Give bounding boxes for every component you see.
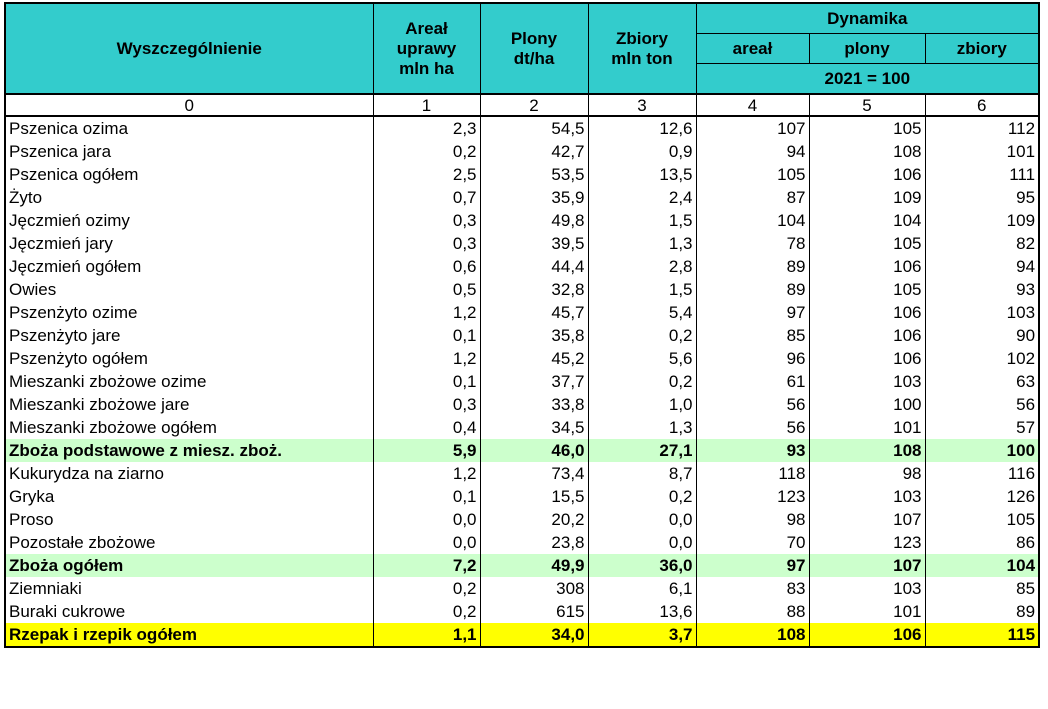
table-row (5, 600, 1039, 623)
areal-value: 1,2 (373, 301, 480, 324)
zbiory-value: 6,1 (588, 577, 696, 600)
areal-value: 0,3 (373, 232, 480, 255)
areal-value: 0,0 (373, 531, 480, 554)
zbiory-value: 0,2 (588, 370, 696, 393)
areal-value: 0,2 (373, 577, 480, 600)
dyn-plony-value: 123 (809, 531, 925, 554)
areal-value: 0,2 (373, 600, 480, 623)
plony-value: 308 (480, 577, 588, 600)
row-label: Rzepak i rzepik ogółem (5, 623, 373, 647)
row-label: Jęczmień jary (5, 232, 373, 255)
dyn-plony-value: 98 (809, 462, 925, 485)
row-label: Pszenżyto jare (5, 324, 373, 347)
row-label: Pszenżyto ozime (5, 301, 373, 324)
table-row (5, 439, 1039, 462)
dyn-areal-value: 56 (696, 416, 809, 439)
zbiory-value: 1,3 (588, 416, 696, 439)
dyn-zbiory-value: 116 (925, 462, 1039, 485)
plony-value: 53,5 (480, 163, 588, 186)
dyn-plony-value: 106 (809, 623, 925, 647)
table-row (5, 370, 1039, 393)
table-row (5, 324, 1039, 347)
header-wyszczegolnienie: Wyszczególnienie (5, 3, 373, 94)
dyn-plony-value: 103 (809, 370, 925, 393)
table-row (5, 577, 1039, 600)
dyn-zbiory-value: 111 (925, 163, 1039, 186)
plony-value: 73,4 (480, 462, 588, 485)
dyn-zbiory-value: 103 (925, 301, 1039, 324)
table-row (5, 416, 1039, 439)
plony-value: 34,5 (480, 416, 588, 439)
zbiory-value: 1,3 (588, 232, 696, 255)
dyn-zbiory-value: 89 (925, 600, 1039, 623)
dyn-plony-value: 100 (809, 393, 925, 416)
row-label: Mieszanki zbożowe ozime (5, 370, 373, 393)
column-number: 0 (5, 94, 373, 116)
plony-value: 23,8 (480, 531, 588, 554)
plony-value: 54,5 (480, 116, 588, 140)
dyn-areal-value: 89 (696, 255, 809, 278)
dyn-areal-value: 93 (696, 439, 809, 462)
dyn-zbiory-value: 126 (925, 485, 1039, 508)
areal-value: 1,1 (373, 623, 480, 647)
header-dyn-areal: areał (696, 34, 809, 64)
areal-value: 0,7 (373, 186, 480, 209)
plony-value: 32,8 (480, 278, 588, 301)
areal-value: 0,1 (373, 324, 480, 347)
areal-value: 1,2 (373, 462, 480, 485)
row-label: Kukurydza na ziarno (5, 462, 373, 485)
zbiory-value: 5,4 (588, 301, 696, 324)
row-label: Jęczmień ogółem (5, 255, 373, 278)
plony-value: 49,9 (480, 554, 588, 577)
header-dynamika: Dynamika (696, 3, 1039, 34)
dyn-areal-value: 78 (696, 232, 809, 255)
table-row (5, 508, 1039, 531)
dyn-areal-value: 107 (696, 116, 809, 140)
areal-value: 0,1 (373, 485, 480, 508)
dyn-zbiory-value: 95 (925, 186, 1039, 209)
plony-value: 35,8 (480, 324, 588, 347)
areal-value: 7,2 (373, 554, 480, 577)
header-dyn-plony: plony (809, 34, 925, 64)
zbiory-value: 1,5 (588, 278, 696, 301)
dyn-plony-value: 105 (809, 278, 925, 301)
dyn-zbiory-value: 102 (925, 347, 1039, 370)
dyn-plony-value: 105 (809, 116, 925, 140)
row-label: Mieszanki zbożowe jare (5, 393, 373, 416)
row-label: Mieszanki zbożowe ogółem (5, 416, 373, 439)
dyn-zbiory-value: 104 (925, 554, 1039, 577)
column-number: 1 (373, 94, 480, 116)
column-number: 2 (480, 94, 588, 116)
header-areal-uprawy: Areał uprawy mln ha (373, 3, 480, 94)
dyn-plony-value: 103 (809, 577, 925, 600)
dyn-plony-value: 108 (809, 140, 925, 163)
table-row (5, 186, 1039, 209)
table-row (5, 462, 1039, 485)
dyn-plony-value: 106 (809, 255, 925, 278)
dyn-plony-value: 106 (809, 347, 925, 370)
dyn-areal-value: 88 (696, 600, 809, 623)
areal-value: 0,4 (373, 416, 480, 439)
areal-value: 5,9 (373, 439, 480, 462)
dyn-areal-value: 89 (696, 278, 809, 301)
dyn-zbiory-value: 109 (925, 209, 1039, 232)
table-row (5, 116, 1039, 140)
zbiory-value: 1,0 (588, 393, 696, 416)
column-number: 4 (696, 94, 809, 116)
plony-value: 39,5 (480, 232, 588, 255)
dyn-plony-value: 107 (809, 554, 925, 577)
zbiory-value: 12,6 (588, 116, 696, 140)
plony-value: 42,7 (480, 140, 588, 163)
row-label: Buraki cukrowe (5, 600, 373, 623)
dyn-areal-value: 56 (696, 393, 809, 416)
table-row (5, 485, 1039, 508)
table-row (5, 209, 1039, 232)
table-row (5, 531, 1039, 554)
table-row (5, 623, 1039, 647)
zbiory-value: 27,1 (588, 439, 696, 462)
table-row (5, 232, 1039, 255)
areal-value: 0,3 (373, 209, 480, 232)
header-base-year: 2021 = 100 (696, 64, 1039, 95)
plony-value: 45,2 (480, 347, 588, 370)
dyn-zbiory-value: 63 (925, 370, 1039, 393)
dyn-areal-value: 70 (696, 531, 809, 554)
dyn-zbiory-value: 90 (925, 324, 1039, 347)
areal-value: 1,2 (373, 347, 480, 370)
plony-value: 15,5 (480, 485, 588, 508)
dyn-zbiory-value: 112 (925, 116, 1039, 140)
dyn-areal-value: 108 (696, 623, 809, 647)
dyn-areal-value: 97 (696, 554, 809, 577)
row-label: Proso (5, 508, 373, 531)
column-number: 3 (588, 94, 696, 116)
table-row (5, 554, 1039, 577)
dyn-areal-value: 97 (696, 301, 809, 324)
plony-value: 45,7 (480, 301, 588, 324)
plony-value: 44,4 (480, 255, 588, 278)
dyn-areal-value: 98 (696, 508, 809, 531)
dyn-zbiory-value: 101 (925, 140, 1039, 163)
dyn-plony-value: 105 (809, 232, 925, 255)
dyn-zbiory-value: 86 (925, 531, 1039, 554)
dyn-plony-value: 109 (809, 186, 925, 209)
zbiory-value: 8,7 (588, 462, 696, 485)
dyn-plony-value: 104 (809, 209, 925, 232)
row-label: Zboża ogółem (5, 554, 373, 577)
zbiory-value: 5,6 (588, 347, 696, 370)
crop-statistics-table (4, 2, 1040, 648)
zbiory-value: 0,2 (588, 485, 696, 508)
row-label: Pszenica ogółem (5, 163, 373, 186)
areal-value: 2,5 (373, 163, 480, 186)
areal-value: 0,0 (373, 508, 480, 531)
row-label: Pszenica jara (5, 140, 373, 163)
dyn-plony-value: 106 (809, 301, 925, 324)
table-row (5, 163, 1039, 186)
dyn-zbiory-value: 85 (925, 577, 1039, 600)
dyn-plony-value: 101 (809, 416, 925, 439)
row-label: Owies (5, 278, 373, 301)
table-row (5, 278, 1039, 301)
dyn-areal-value: 85 (696, 324, 809, 347)
dyn-areal-value: 123 (696, 485, 809, 508)
plony-value: 46,0 (480, 439, 588, 462)
zbiory-value: 0,0 (588, 531, 696, 554)
areal-value: 0,2 (373, 140, 480, 163)
zbiory-value: 13,6 (588, 600, 696, 623)
dyn-plony-value: 103 (809, 485, 925, 508)
column-numbers-row (5, 94, 1039, 116)
plony-value: 49,8 (480, 209, 588, 232)
zbiory-value: 0,0 (588, 508, 696, 531)
row-label: Żyto (5, 186, 373, 209)
dyn-areal-value: 94 (696, 140, 809, 163)
dyn-areal-value: 118 (696, 462, 809, 485)
row-label: Pozostałe zbożowe (5, 531, 373, 554)
zbiory-value: 13,5 (588, 163, 696, 186)
table-row (5, 347, 1039, 370)
areal-value: 0,1 (373, 370, 480, 393)
dyn-zbiory-value: 115 (925, 623, 1039, 647)
dyn-zbiory-value: 94 (925, 255, 1039, 278)
row-label: Pszenica ozima (5, 116, 373, 140)
dyn-plony-value: 107 (809, 508, 925, 531)
areal-value: 0,5 (373, 278, 480, 301)
zbiory-value: 3,7 (588, 623, 696, 647)
plony-value: 615 (480, 600, 588, 623)
plony-value: 33,8 (480, 393, 588, 416)
zbiory-value: 36,0 (588, 554, 696, 577)
table-row (5, 393, 1039, 416)
column-number: 6 (925, 94, 1039, 116)
dyn-zbiory-value: 100 (925, 439, 1039, 462)
row-label: Jęczmień ozimy (5, 209, 373, 232)
table-row (5, 255, 1039, 278)
header-zbiory: Zbiory mln ton (588, 3, 696, 94)
dyn-areal-value: 61 (696, 370, 809, 393)
dyn-areal-value: 105 (696, 163, 809, 186)
row-label: Zboża podstawowe z miesz. zboż. (5, 439, 373, 462)
dyn-areal-value: 96 (696, 347, 809, 370)
dyn-plony-value: 101 (809, 600, 925, 623)
table-row (5, 140, 1039, 163)
plony-value: 34,0 (480, 623, 588, 647)
dyn-areal-value: 104 (696, 209, 809, 232)
zbiory-value: 2,8 (588, 255, 696, 278)
zbiory-value: 1,5 (588, 209, 696, 232)
zbiory-value: 0,2 (588, 324, 696, 347)
dyn-plony-value: 108 (809, 439, 925, 462)
dyn-zbiory-value: 82 (925, 232, 1039, 255)
areal-value: 0,3 (373, 393, 480, 416)
dyn-plony-value: 106 (809, 163, 925, 186)
areal-value: 2,3 (373, 116, 480, 140)
row-label: Pszenżyto ogółem (5, 347, 373, 370)
plony-value: 35,9 (480, 186, 588, 209)
header-dyn-zbiory: zbiory (925, 34, 1039, 64)
dyn-areal-value: 87 (696, 186, 809, 209)
dyn-zbiory-value: 93 (925, 278, 1039, 301)
zbiory-value: 2,4 (588, 186, 696, 209)
plony-value: 20,2 (480, 508, 588, 531)
dyn-zbiory-value: 105 (925, 508, 1039, 531)
row-label: Ziemniaki (5, 577, 373, 600)
dyn-zbiory-value: 57 (925, 416, 1039, 439)
plony-value: 37,7 (480, 370, 588, 393)
dyn-zbiory-value: 56 (925, 393, 1039, 416)
column-number: 5 (809, 94, 925, 116)
table-row (5, 301, 1039, 324)
dyn-areal-value: 83 (696, 577, 809, 600)
row-label: Gryka (5, 485, 373, 508)
header-plony: Plony dt/ha (480, 3, 588, 94)
dyn-plony-value: 106 (809, 324, 925, 347)
zbiory-value: 0,9 (588, 140, 696, 163)
areal-value: 0,6 (373, 255, 480, 278)
